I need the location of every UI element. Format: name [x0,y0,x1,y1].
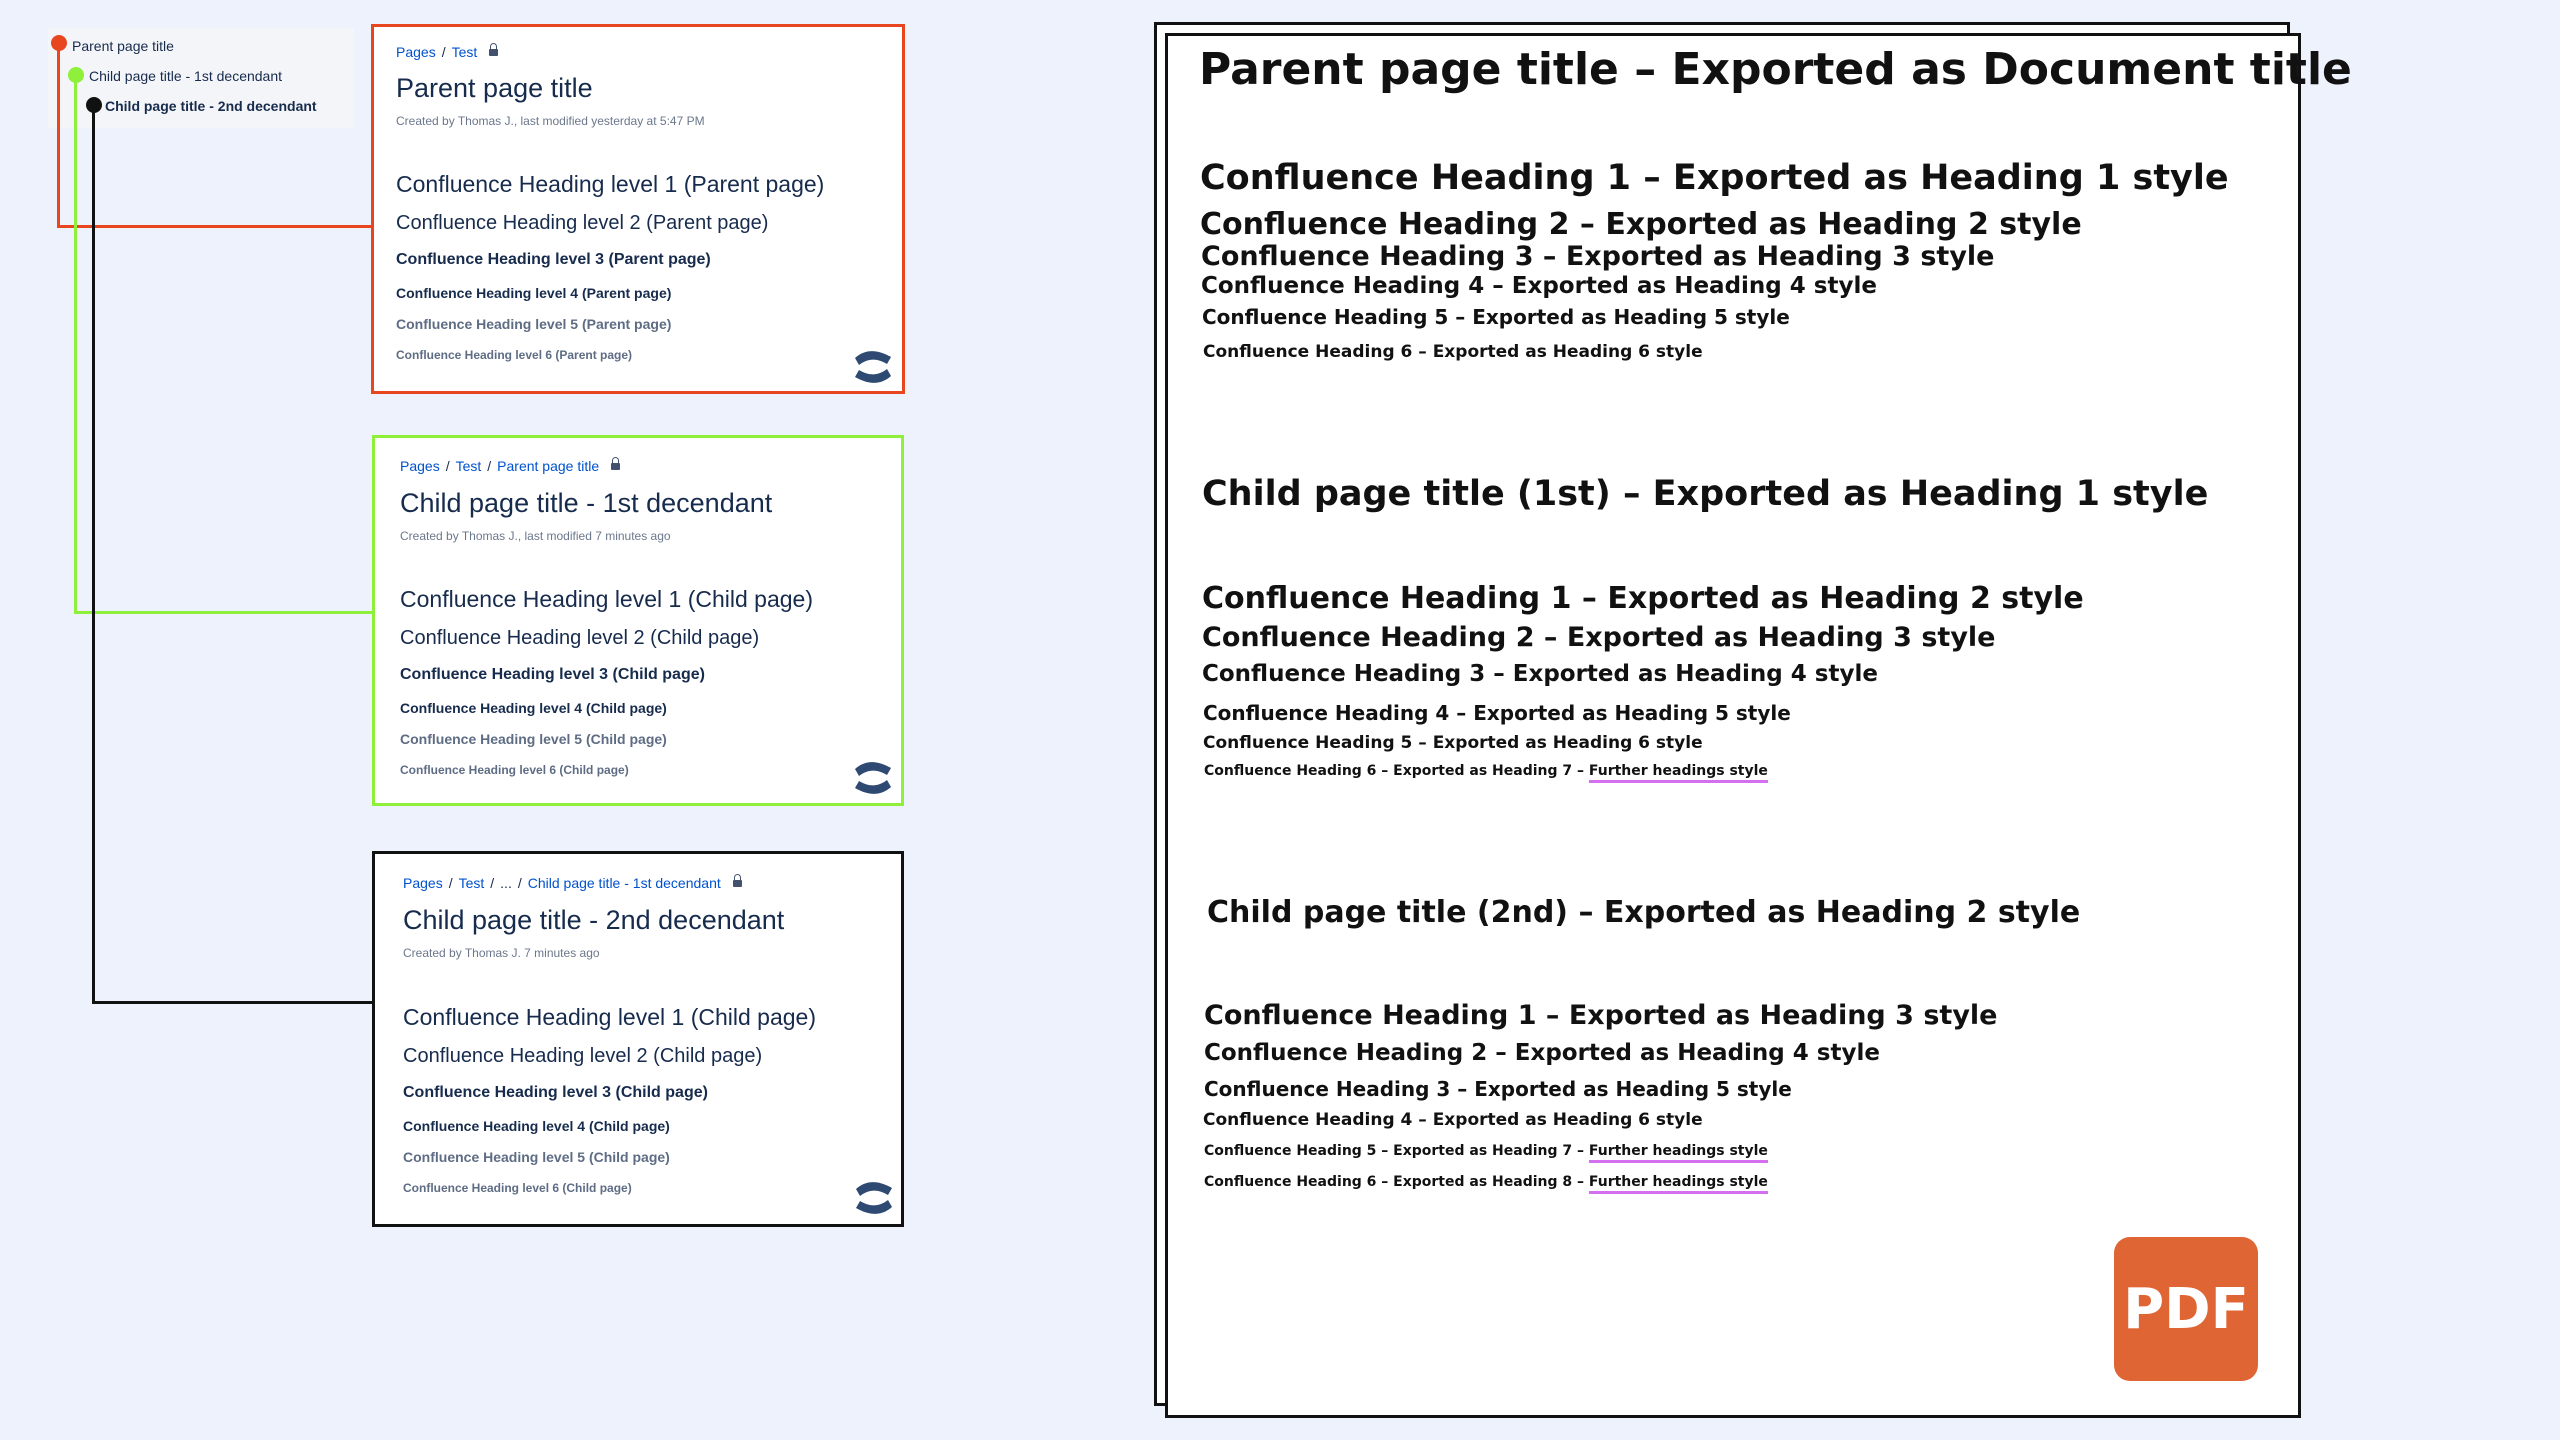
breadcrumb-link-child-page[interactable]: Child page title - 1st decendant [527,875,721,891]
heading-level-6: Confluence Heading level 6 (Child page) [403,1181,632,1195]
doc-child1-heading-2: Confluence Heading 2 – Exported as Heading 3 style [1202,622,1996,653]
restriction-lock-icon[interactable] [733,880,742,887]
doc-child2-heading-2: Confluence Heading 2 – Exported as Heading 4 style [1204,1040,1880,1066]
doc-parent-heading-3: Confluence Heading 3 – Exported as Heading 3 style [1201,241,1995,272]
restriction-lock-icon[interactable] [489,49,498,56]
document-title: Parent page title – Exported as Document title [1199,44,2352,95]
breadcrumb-link-test[interactable]: Test [458,875,485,891]
restriction-lock-icon[interactable] [611,463,620,470]
connector-parent-vertical [57,48,60,228]
doc-child1-heading-6 [1204,763,1768,779]
heading-level-4: Confluence Heading level 4 (Child page) [400,700,667,716]
breadcrumb-link-test[interactable]: Test [451,44,478,60]
page-title: Child page title - 2nd decendant [403,905,785,935]
doc-child2-heading-3: Confluence Heading 3 – Exported as Heading 5 style [1204,1077,1792,1101]
heading-level-5: Confluence Heading level 5 (Child page) [403,1149,670,1165]
breadcrumb: Pages / Test [396,44,498,60]
breadcrumb-link-parent-page[interactable]: Parent page title [497,458,600,474]
page-title: Child page title - 1st decendant [400,488,773,518]
heading-level-5: Confluence Heading level 5 (Child page) [400,731,667,747]
further-headings-style-label: Further headings style [1589,1174,1768,1194]
doc-child1-heading-4: Confluence Heading 4 – Exported as Heading 5 style [1203,701,1791,725]
connector-child2-vertical [92,110,95,1004]
heading-level-5: Confluence Heading level 5 (Parent page) [396,316,672,332]
heading-level-1: Confluence Heading level 1 (Child page) [403,1004,816,1030]
doc-parent-heading-1: Confluence Heading 1 – Exported as Heading 1 style [1200,158,2229,198]
heading-level-3: Confluence Heading level 3 (Child page) [403,1084,708,1101]
breadcrumb-link-pages[interactable]: Pages [396,44,436,60]
doc-child1-heading-1: Confluence Heading 1 – Exported as Heading 2 style [1202,581,2084,616]
doc-heading-text: Confluence Heading 5 – Exported as Heading 7 – [1204,1143,1584,1159]
doc-child2-heading-1: Confluence Heading 1 – Exported as Heading 3 style [1204,1000,1998,1031]
tree-item-parent[interactable]: Parent page title [72,38,174,54]
doc-parent-heading-4: Confluence Heading 4 – Exported as Heading 4 style [1201,273,1877,299]
heading-level-4: Confluence Heading level 4 (Child page) [403,1118,670,1134]
page-title: Parent page title [396,73,593,103]
breadcrumb-link-test[interactable]: Test [455,458,482,474]
heading-level-2: Confluence Heading level 2 (Parent page) [396,212,769,234]
confluence-page-card-child-2 [372,851,904,1227]
pdf-file-icon: PDF [2114,1237,2258,1381]
connector-child1-horizontal [74,611,374,614]
breadcrumb: Pages / Test / ... / Child page title - 1st decendant [403,875,742,891]
heading-level-1: Confluence Heading level 1 (Child page) [400,586,813,612]
page-byline: Created by Thomas J., last modified 7 minutes ago [400,529,671,543]
heading-level-2: Confluence Heading level 2 (Child page) [403,1045,763,1067]
breadcrumb-link-pages[interactable]: Pages [400,458,440,474]
heading-level-2: Confluence Heading level 2 (Child page) [400,627,760,649]
doc-parent-heading-6: Confluence Heading 6 – Exported as Heading 6 style [1203,342,1703,362]
heading-level-4: Confluence Heading level 4 (Parent page) [396,285,672,301]
doc-child2-title: Child page title (2nd) – Exported as Heading 2 style [1207,895,2081,930]
heading-level-3: Confluence Heading level 3 (Parent page) [396,251,711,268]
confluence-logo-icon [851,345,895,389]
heading-level-6: Confluence Heading level 6 (Parent page) [396,348,633,362]
page-byline: Created by Thomas J. 7 minutes ago [403,946,600,960]
connector-child1-vertical [74,80,77,614]
connector-parent-horizontal [57,225,373,228]
confluence-logo-icon [852,1176,896,1220]
doc-child2-heading-5 [1204,1143,1768,1159]
breadcrumb-link-pages[interactable]: Pages [403,875,443,891]
doc-parent-heading-2: Confluence Heading 2 – Exported as Heading 2 style [1200,207,2082,242]
tree-item-child-2[interactable]: Child page title - 2nd decendant [105,98,317,114]
further-headings-style-label: Further headings style [1589,1143,1768,1163]
doc-child1-heading-3: Confluence Heading 3 – Exported as Heading 4 style [1202,661,1878,687]
doc-child2-heading-6 [1204,1174,1768,1190]
confluence-page-card-child-1 [372,435,904,806]
breadcrumb-ellipsis[interactable]: ... [500,875,512,891]
breadcrumb: Pages / Test / Parent page title [400,458,620,474]
page-byline: Created by Thomas J., last modified yesterday at 5:47 PM [396,114,705,128]
further-headings-style-label: Further headings style [1589,763,1768,783]
doc-parent-heading-5: Confluence Heading 5 – Exported as Heading 5 style [1202,305,1790,329]
doc-child1-heading-5: Confluence Heading 5 – Exported as Heading 6 style [1203,733,1703,753]
confluence-page-card-parent [371,24,905,394]
doc-child1-title: Child page title (1st) – Exported as Heading 1 style [1202,474,2209,514]
doc-child2-heading-4: Confluence Heading 4 – Exported as Heading 6 style [1203,1110,1703,1130]
doc-heading-text: Confluence Heading 6 – Exported as Heading 8 – [1204,1174,1584,1190]
connector-child2-horizontal [92,1001,374,1004]
heading-level-3: Confluence Heading level 3 (Child page) [400,666,705,683]
doc-heading-text: Confluence Heading 6 – Exported as Heading 7 – [1204,763,1584,779]
heading-level-1: Confluence Heading level 1 (Parent page) [396,171,825,197]
heading-level-6: Confluence Heading level 6 (Child page) [400,763,629,777]
tree-item-child-1[interactable]: Child page title - 1st decendant [89,68,283,84]
confluence-logo-icon [851,756,895,800]
